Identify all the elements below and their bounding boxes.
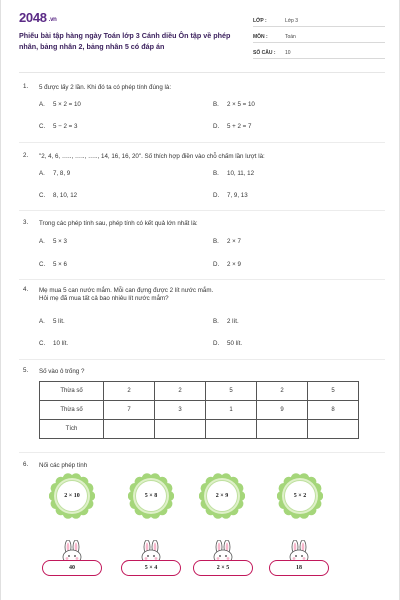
flower-label: 2 × 9 xyxy=(206,480,238,512)
option-c[interactable] xyxy=(39,261,67,268)
option-letter: B. xyxy=(213,170,219,177)
table-row-factor-1 xyxy=(40,382,359,401)
table-cell: 5 xyxy=(308,382,359,401)
answer-cell[interactable] xyxy=(104,420,155,439)
option-text: 5 × 6 xyxy=(53,261,67,268)
bunny-label: 18 xyxy=(269,560,329,576)
question-text: Nối các phép tính xyxy=(39,462,88,469)
question-divider xyxy=(19,452,385,453)
table-row-product xyxy=(40,420,359,439)
answer-cell[interactable] xyxy=(308,420,359,439)
row-header: Tích xyxy=(40,420,104,439)
option-a[interactable] xyxy=(39,170,70,177)
row-header: Thừa số xyxy=(40,401,104,420)
question-divider xyxy=(19,279,385,280)
option-letter: D. xyxy=(213,123,220,130)
flower-card[interactable] xyxy=(49,473,95,519)
option-letter: B. xyxy=(213,238,219,245)
option-c[interactable] xyxy=(39,192,77,199)
option-text: 2 lít. xyxy=(227,318,239,325)
meta-row-subject xyxy=(253,28,385,43)
bunny-card[interactable] xyxy=(121,540,181,580)
answer-cell[interactable] xyxy=(257,420,308,439)
multiplication-table xyxy=(39,381,359,439)
option-b[interactable] xyxy=(213,101,255,108)
option-letter: A. xyxy=(39,170,45,177)
bunny-card[interactable] xyxy=(269,540,329,580)
flower-label: 5 × 2 xyxy=(284,480,316,512)
option-c[interactable] xyxy=(39,123,77,130)
option-text: 5 + 2 = 7 xyxy=(227,123,252,130)
meta-label: LỚP : xyxy=(253,18,267,24)
option-text: 10, 11, 12 xyxy=(227,170,255,177)
bunny-label: 2 × 5 xyxy=(193,560,253,576)
question-number: 4. xyxy=(23,286,29,293)
question-number: 3. xyxy=(23,219,29,226)
question-divider xyxy=(19,210,385,211)
table-cell: 1 xyxy=(206,401,257,420)
option-text: 50 lít. xyxy=(227,340,243,347)
question-number: 2. xyxy=(23,152,29,159)
header-divider xyxy=(19,72,385,73)
table-cell: 8 xyxy=(308,401,359,420)
option-c[interactable] xyxy=(39,340,68,347)
option-d[interactable] xyxy=(213,261,241,268)
option-letter: C. xyxy=(39,192,46,199)
option-text: 2 × 9 xyxy=(227,261,241,268)
meta-value: Lớp 3 xyxy=(285,18,299,24)
option-d[interactable] xyxy=(213,123,251,130)
option-letter: D. xyxy=(213,340,220,347)
answer-cell[interactable] xyxy=(206,420,257,439)
flower-label: 2 × 10 xyxy=(56,480,88,512)
table-cell: 2 xyxy=(257,382,308,401)
option-letter: D. xyxy=(213,261,220,268)
meta-label: MÔN : xyxy=(253,34,268,40)
worksheet-title: Phiếu bài tập hàng ngày Toán lớp 3 Cánh diều Ôn tập về phép nhân, bảng nhân 2, bảng nhân 5 có đáp án xyxy=(19,31,231,51)
logo-text: 2048 xyxy=(19,10,47,25)
question-text: Mẹ mua 5 can nước mắm. Mỗi can đựng được 2 lít nước mắm. xyxy=(39,287,214,294)
table-cell: 5 xyxy=(206,382,257,401)
bunny-label: 5 × 4 xyxy=(121,560,181,576)
question-text: 5 được lấy 2 lần. Khi đó ta có phép tính đúng là: xyxy=(39,84,172,91)
meta-value: Toán xyxy=(285,34,296,40)
meta-row-count xyxy=(253,44,385,59)
question-text: Trong các phép tính sau, phép tính có kết quả lớn nhất là: xyxy=(39,220,198,227)
question-divider xyxy=(19,359,385,360)
table-cell: 3 xyxy=(155,401,206,420)
option-text: 7, 9, 13 xyxy=(227,192,248,199)
option-text: 5 × 2 = 10 xyxy=(53,101,81,108)
question-divider xyxy=(19,142,385,143)
option-letter: B. xyxy=(213,318,219,325)
question-text: Hỏi mẹ đã mua tất cả bao nhiêu lít nước mắm? xyxy=(39,295,169,302)
question-text: "2, 4, 6, ….., ….., ….., 14, 16, 16, 20". Số thích hợp điền vào chỗ chấm lần lượt là: xyxy=(39,153,265,160)
site-logo[interactable] xyxy=(19,10,57,25)
option-letter: C. xyxy=(39,261,46,268)
option-letter: B. xyxy=(213,101,219,108)
flower-card[interactable] xyxy=(199,473,245,519)
meta-value: 10 xyxy=(285,50,291,56)
option-text: 2 × 7 xyxy=(227,238,241,245)
table-row-factor-2 xyxy=(40,401,359,420)
option-b[interactable] xyxy=(213,318,239,325)
table-cell: 2 xyxy=(104,382,155,401)
question-text: Số vào ô trống ? xyxy=(39,368,85,375)
question-4-line-2 xyxy=(39,295,359,302)
option-letter: A. xyxy=(39,238,45,245)
flower-card[interactable] xyxy=(128,473,174,519)
option-letter: D. xyxy=(213,192,220,199)
option-b[interactable] xyxy=(213,170,254,177)
option-b[interactable] xyxy=(213,238,241,245)
option-letter: C. xyxy=(39,123,46,130)
option-d[interactable] xyxy=(213,192,248,199)
flower-card[interactable] xyxy=(277,473,323,519)
table-cell: 2 xyxy=(155,382,206,401)
bunny-card[interactable] xyxy=(193,540,253,580)
option-text: 2 × 5 = 10 xyxy=(227,101,255,108)
option-a[interactable] xyxy=(39,238,67,245)
option-letter: A. xyxy=(39,101,45,108)
question-number: 6. xyxy=(23,461,29,468)
meta-label: SỐ CÂU : xyxy=(253,50,276,56)
option-text: 10 lít. xyxy=(53,340,69,347)
question-number: 1. xyxy=(23,83,29,90)
logo-tld: .vn xyxy=(48,17,57,23)
option-a[interactable] xyxy=(39,101,81,108)
bunny-card[interactable] xyxy=(42,540,102,580)
option-text: 7, 8, 9 xyxy=(53,170,71,177)
flower-label: 5 × 8 xyxy=(135,480,167,512)
bunny-label: 40 xyxy=(42,560,102,576)
table-cell: 7 xyxy=(104,401,155,420)
meta-info xyxy=(253,12,385,60)
option-text: 5 lít. xyxy=(53,318,65,325)
option-letter: A. xyxy=(39,318,45,325)
table-cell: 9 xyxy=(257,401,308,420)
meta-row-class xyxy=(253,12,385,27)
answer-cell[interactable] xyxy=(155,420,206,439)
option-text: 5 × 3 xyxy=(53,238,67,245)
question-number: 5. xyxy=(23,367,29,374)
row-header: Thừa số xyxy=(40,382,104,401)
option-d[interactable] xyxy=(213,340,242,347)
option-text: 8, 10, 12 xyxy=(53,192,78,199)
option-a[interactable] xyxy=(39,318,65,325)
option-text: 5 − 2 = 3 xyxy=(53,123,78,130)
option-letter: C. xyxy=(39,340,46,347)
